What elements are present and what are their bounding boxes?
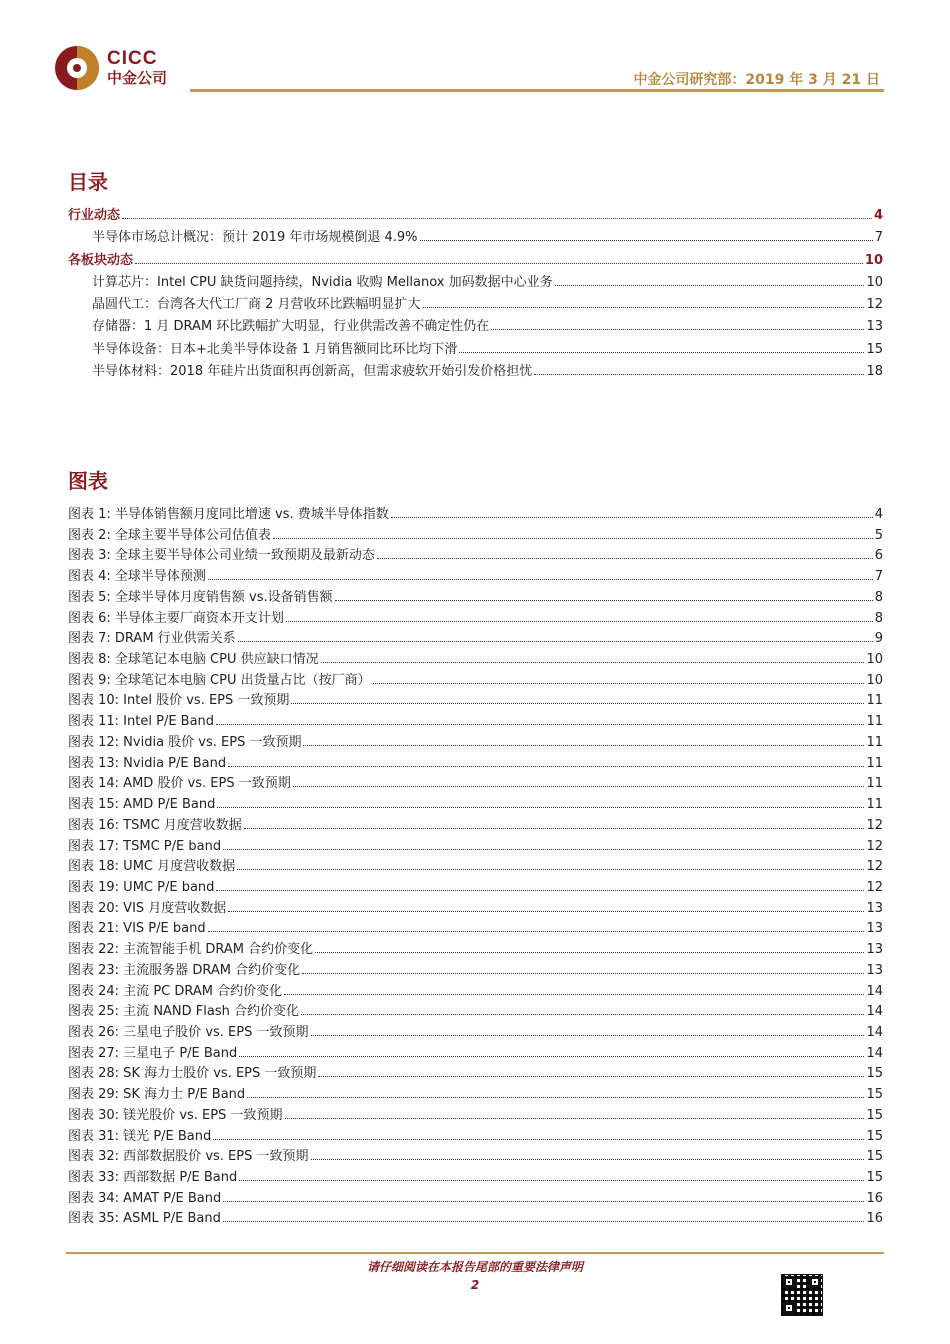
figure-entry[interactable]: [68, 1042, 883, 1063]
figure-dot-leader: [216, 724, 864, 725]
figure-entry-title: 图表 24: 主流 PC DRAM 合约价变化: [68, 983, 283, 999]
figure-entry-title: 图表 34: AMAT P/E Band: [68, 1190, 222, 1206]
figure-entry-title: 图表 14: AMD 股价 vs. EPS 一致预期: [68, 776, 291, 792]
figure-entry-page: 14: [866, 1024, 883, 1040]
logo-text-cn: 中金公司: [107, 69, 168, 87]
figure-entry[interactable]: [68, 980, 883, 1001]
figure-entry-page: 14: [866, 983, 883, 999]
figure-entry-title: 图表 22: 主流智能手机 DRAM 合约价变化: [68, 942, 314, 958]
figure-entry[interactable]: [68, 855, 883, 876]
figure-entry[interactable]: [68, 524, 883, 545]
figure-entry-page: 4: [874, 507, 883, 522]
figure-entry-title: 图表 21: VIS P/E band: [68, 921, 206, 937]
figure-entry-title: 图表 8: 全球笔记本电脑 CPU 供应缺口情况: [68, 652, 319, 668]
figure-dot-leader: [228, 911, 864, 912]
logo-text-en: CICC: [107, 48, 158, 69]
figure-dot-leader: [321, 662, 865, 663]
figure-entry-title: 图表 32: 西部数据股价 vs. EPS 一致预期: [68, 1149, 309, 1165]
figure-entry-title: 图表 33: 西部数据 P/E Band: [68, 1170, 238, 1185]
figure-entry-title: 图表 4: 全球半导体预测: [68, 569, 206, 585]
figure-dot-leader: [273, 538, 873, 539]
figure-entry-page: 14: [866, 1004, 883, 1020]
figure-entry[interactable]: [68, 503, 883, 524]
figure-dot-leader: [237, 869, 864, 870]
figure-entry[interactable]: [68, 1000, 883, 1021]
cicc-logo-icon: [55, 46, 99, 90]
figure-entry[interactable]: [68, 1104, 883, 1125]
figure-entry-title: 图表 1: 半导体销售额月度同比增速 vs. 费城半导体指数: [68, 507, 389, 522]
figure-entry-title: 图表 17: TSMC P/E band: [68, 838, 222, 854]
figure-entry[interactable]: [68, 607, 883, 628]
toc-dot-leader: [420, 240, 873, 241]
figure-entry-page: 15: [866, 1149, 883, 1165]
figure-entry-title: 图表 31: 镁光 P/E Band: [68, 1128, 212, 1144]
toc-entry[interactable]: [68, 226, 883, 248]
figure-dot-leader: [291, 703, 864, 704]
toc-dot-leader: [122, 218, 872, 219]
toc-entry[interactable]: [68, 204, 883, 226]
figure-entry-title: 图表 28: SK 海力士股价 vs. EPS 一致预期: [68, 1066, 317, 1082]
figure-dot-leader: [217, 807, 864, 808]
toc-entry[interactable]: [68, 338, 883, 360]
toc-entry-title: 半导体市场总计概况：预计 2019 年市场规模倒退 4.9%: [92, 230, 418, 246]
figure-entry-page: 13: [866, 962, 883, 978]
page-number: 2: [470, 1278, 480, 1292]
figure-dot-leader: [223, 1221, 865, 1222]
figure-entry-page: 15: [866, 1128, 883, 1144]
header-divider: [190, 89, 884, 92]
figure-entry-title: 图表 19: UMC P/E band: [68, 879, 215, 895]
figure-entry-page: 8: [874, 589, 883, 605]
toc-entry-title: 计算芯片：Intel CPU 缺货问题持续，Nvidia 收购 Mellanox 加码数据中心业务: [92, 274, 553, 290]
figure-dot-leader: [335, 600, 873, 601]
toc-entry-page: 12: [866, 297, 883, 313]
figure-entry[interactable]: [68, 586, 883, 607]
figure-entry-page: 12: [866, 859, 883, 875]
figure-entry-title: 图表 6: 半导体主要厂商资本开支计划: [68, 610, 284, 626]
figure-entry[interactable]: [68, 959, 883, 980]
figure-dot-leader: [286, 621, 873, 622]
figure-dot-leader: [293, 786, 865, 787]
figure-dot-leader: [247, 1097, 864, 1098]
figure-entry-page: 12: [866, 817, 883, 833]
figure-entry-page: 15: [866, 1107, 883, 1123]
figure-entry[interactable]: [68, 835, 883, 856]
figure-dot-leader: [208, 931, 865, 932]
toc-title: 目录: [68, 170, 108, 194]
toc-entry[interactable]: [68, 249, 883, 271]
figure-entry[interactable]: [68, 793, 883, 814]
toc-entry-title: 存储器：1 月 DRAM 环比跌幅扩大明显，行业供需改善不确定性仍在: [92, 319, 490, 335]
figure-entry-title: 图表 9: 全球笔记本电脑 CPU 出货量占比（按厂商）: [68, 672, 371, 688]
figures-title: 图表: [68, 469, 108, 493]
figure-dot-leader: [311, 1159, 865, 1160]
figure-entry-page: 11: [866, 734, 883, 750]
figure-entry-page: 15: [866, 1066, 883, 1082]
toc-entry-page: 10: [866, 274, 883, 290]
figure-entry-title: 图表 20: VIS 月度营收数据: [68, 900, 227, 916]
figure-dot-leader: [391, 517, 873, 518]
footer-disclaimer: 请仔细阅读在本报告尾部的重要法律声明: [366, 1260, 583, 1274]
figure-entry-page: 16: [866, 1190, 883, 1206]
figure-entry-title: 图表 2: 全球主要半导体公司估值表: [68, 527, 271, 543]
figure-entry[interactable]: [68, 876, 883, 897]
toc-dot-leader: [423, 307, 865, 308]
figure-dot-leader: [311, 1035, 865, 1036]
figure-entry-page: 13: [866, 942, 883, 958]
figure-dot-leader: [303, 745, 864, 746]
figure-dot-leader: [223, 849, 864, 850]
figure-entry[interactable]: [68, 772, 883, 793]
figure-dot-leader: [285, 1118, 865, 1119]
figure-entry[interactable]: [68, 689, 883, 710]
toc-entry-page: 7: [874, 230, 883, 246]
toc-dot-leader: [555, 285, 865, 286]
figure-entry-page: 7: [874, 569, 883, 585]
figure-dot-leader: [216, 890, 864, 891]
figure-dot-leader: [315, 952, 864, 953]
figure-entry-page: 12: [866, 838, 883, 854]
figure-entry-title: 图表 26: 三星电子股价 vs. EPS 一致预期: [68, 1024, 309, 1040]
figure-entry-page: 14: [866, 1045, 883, 1061]
figure-dot-leader: [228, 766, 864, 767]
figure-entry-page: 11: [866, 755, 883, 771]
figure-dot-leader: [302, 973, 864, 974]
figure-entry[interactable]: [68, 1125, 883, 1146]
figure-entry-page: 16: [866, 1211, 883, 1227]
toc-entry-title: 半导体设备：日本+北美半导体设备 1 月销售额同比环比均下滑: [92, 341, 458, 357]
figure-entry[interactable]: [68, 897, 883, 918]
cicc-logo: [55, 46, 185, 92]
toc-dot-leader: [135, 263, 863, 264]
figure-entry-title: 图表 5: 全球半导体月度销售额 vs.设备销售额: [68, 589, 333, 605]
figure-dot-leader: [318, 1076, 864, 1077]
figure-dot-leader: [239, 1056, 864, 1057]
toc-entry-page: 18: [866, 364, 883, 380]
figure-entry[interactable]: [68, 627, 883, 648]
figure-entry-page: 11: [866, 693, 883, 709]
toc-dot-leader: [491, 329, 864, 330]
figure-entry-page: 5: [874, 527, 883, 543]
figure-dot-leader: [301, 1014, 864, 1015]
toc-entry[interactable]: [68, 271, 883, 293]
figure-entry-page: 10: [866, 652, 883, 668]
figure-entry-page: 6: [874, 548, 883, 564]
figure-entry-title: 图表 12: Nvidia 股价 vs. EPS 一致预期: [68, 734, 302, 750]
figure-entry-title: 图表 27: 三星电子 P/E Band: [68, 1045, 238, 1061]
figure-entry-title: 图表 29: SK 海力士 P/E Band: [68, 1087, 246, 1103]
toc-entry-page: 13: [866, 319, 883, 335]
figure-dot-leader: [284, 994, 864, 995]
figure-entry-title: 图表 15: AMD P/E Band: [68, 797, 216, 813]
figure-entry-title: 图表 25: 主流 NAND Flash 合约价变化: [68, 1004, 300, 1020]
figure-entry-title: 图表 16: TSMC 月度营收数据: [68, 817, 242, 833]
figure-entry-page: 11: [866, 776, 883, 792]
figure-entry[interactable]: [68, 917, 883, 938]
figure-dot-leader: [213, 1139, 864, 1140]
figure-entry-title: 图表 23: 主流服务器 DRAM 合约价变化: [68, 962, 301, 978]
figure-entry[interactable]: [68, 1021, 883, 1042]
figure-entry[interactable]: [68, 1166, 883, 1187]
toc-entry-title: 半导体材料：2018 年硅片出货面积再创新高，但需求疲软开始引发价格担忧: [92, 364, 533, 380]
figure-entry-page: 9: [874, 631, 883, 647]
toc-entry-page: 15: [866, 341, 883, 357]
figure-entry[interactable]: [68, 938, 883, 959]
figure-dot-leader: [208, 579, 873, 580]
toc-entry[interactable]: [68, 293, 883, 315]
figure-entry-page: 11: [866, 714, 883, 730]
figure-entry[interactable]: [68, 544, 883, 565]
toc-entry-title: 晶圆代工：台湾各大代工厂商 2 月营收环比跌幅明显扩大: [92, 297, 421, 313]
figure-entry-page: 15: [866, 1087, 883, 1103]
toc-entry-title: 行业动态: [68, 208, 121, 223]
figure-entry-page: 15: [866, 1170, 883, 1185]
toc-entry-page: 10: [864, 252, 883, 268]
figure-dot-leader: [377, 558, 873, 559]
figure-dot-leader: [223, 1201, 864, 1202]
figure-entry[interactable]: [68, 669, 883, 690]
toc-entry[interactable]: [68, 360, 883, 382]
figures-list: [68, 503, 883, 1228]
figure-entry-page: 13: [866, 900, 883, 916]
toc-entry-page: 4: [873, 208, 883, 223]
figure-entry-title: 图表 3: 全球主要半导体公司业绩一致预期及最新动态: [68, 548, 375, 564]
figure-dot-leader: [244, 828, 865, 829]
toc-entry[interactable]: [68, 315, 883, 337]
figure-entry-title: 图表 11: Intel P/E Band: [68, 714, 215, 730]
figure-entry[interactable]: [68, 710, 883, 731]
toc-list: [68, 204, 883, 382]
figure-entry-title: 图表 35: ASML P/E Band: [68, 1211, 221, 1227]
toc-entry-title: 各板块动态: [68, 252, 134, 268]
qr-code-icon: [781, 1274, 823, 1316]
figure-dot-leader: [239, 1180, 864, 1181]
figure-entry[interactable]: [68, 648, 883, 669]
figure-entry[interactable]: [68, 565, 883, 586]
figure-entry-page: 8: [874, 610, 883, 626]
figure-entry[interactable]: [68, 1145, 883, 1166]
figure-entry[interactable]: [68, 752, 883, 773]
figure-entry[interactable]: [68, 1062, 883, 1083]
figure-entry-page: 12: [866, 879, 883, 895]
figure-entry-page: 13: [866, 921, 883, 937]
figure-entry[interactable]: [68, 1187, 883, 1208]
toc-dot-leader: [534, 374, 864, 375]
figure-dot-leader: [373, 683, 865, 684]
footer-divider: [66, 1252, 884, 1254]
figure-dot-leader: [238, 641, 873, 642]
figure-entry[interactable]: [68, 814, 883, 835]
figure-entry-title: 图表 10: Intel 股价 vs. EPS 一致预期: [68, 693, 290, 709]
figure-entry-title: 图表 13: Nvidia P/E Band: [68, 755, 227, 771]
figure-entry[interactable]: [68, 1207, 883, 1228]
figure-entry[interactable]: [68, 731, 883, 752]
figure-entry[interactable]: [68, 1083, 883, 1104]
figure-entry-title: 图表 18: UMC 月度营收数据: [68, 859, 236, 875]
figure-entry-title: 图表 7: DRAM 行业供需关系: [68, 631, 236, 647]
figure-entry-page: 10: [866, 672, 883, 688]
figure-entry-title: 图表 30: 镁光股价 vs. EPS 一致预期: [68, 1107, 283, 1123]
header-date: 中金公司研究部：2019 年 3 月 21 日: [633, 72, 880, 88]
figure-entry-page: 11: [866, 797, 883, 813]
toc-dot-leader: [459, 352, 864, 353]
